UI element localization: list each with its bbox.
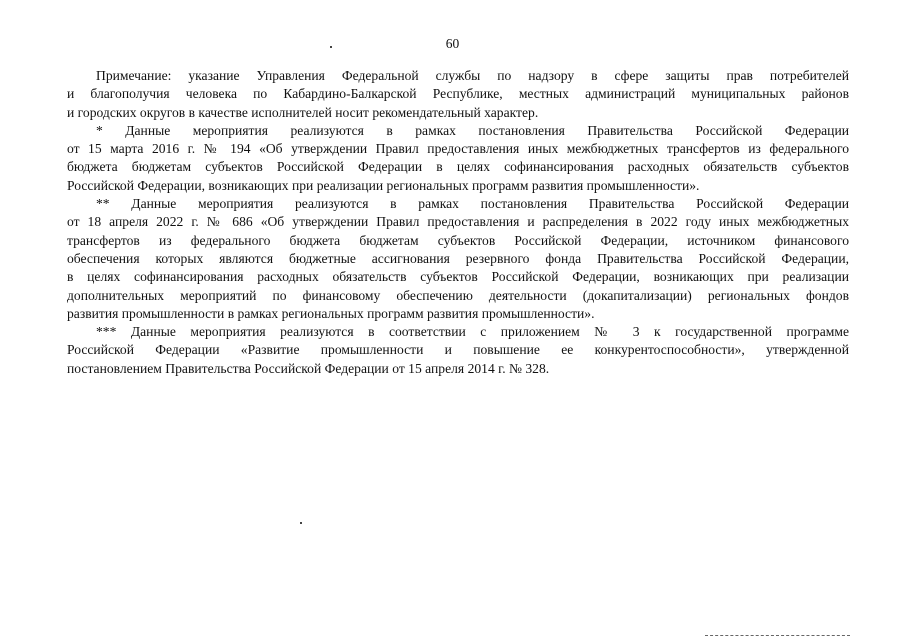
scan-speck [330,46,332,48]
text-line: и городских округов в качестве исполнителей носит рекомендательный характер. [67,104,539,120]
text-line: трансфертов из федерального бюджета бюджетам субъектов Российской Федерации, источником финансового [67,232,849,248]
text-line: в целях софинансирования расходных обязательств субъектов Российской Федерации, возникающих при реализации [67,269,849,285]
document-body [67,67,849,378]
text-line: Российской Федерации «Развитие промышленности и повышение ее конкурентоспособности», утвержденной [67,342,849,358]
scan-artifact-line [705,635,850,636]
text-line: обеспечения которых являются бюджетные ассигнования резервного фонда Правительства Российской Федерации, [67,250,849,266]
text-line: развития промышленности в рамках региональных программ развития промышленности». [67,305,595,321]
text-line: * Данные мероприятия реализуются в рамках постановления Правительства Российской Федерации [96,122,849,138]
text-line: бюджета бюджетам субъектов Российской Федерации в целях софинансирования расходных обязательств субъектов [67,159,849,175]
text-line: постановлением Правительства Российской Федерации от 15 апреля 2014 г. № 328. [67,360,550,376]
text-line: и благополучия человека по Кабардино-Балкарской Республике, местных администраций муниципальных районов [67,86,849,102]
paragraph [67,323,849,378]
paragraph [67,67,849,122]
text-line: от 15 марта 2016 г. № 194 «Об утверждении Правил предоставления иных межбюджетных трансфертов из федерального [67,141,849,157]
page-number: 60 [445,36,460,51]
paragraph [67,122,849,195]
text-line: ** Данные мероприятия реализуются в рамках постановления Правительства Российской Федерации [96,196,849,212]
text-line: дополнительных мероприятий по финансовому обеспечению деятельности (докапитализации) региональных фондов [67,287,849,303]
text-line: от 18 апреля 2022 г. № 686 «Об утверждении Правил предоставления и распределения в 2022 году иных межбюджетных [67,214,849,230]
text-line: Примечание: указание Управления Федеральной службы по надзору в сфере защиты прав потребителей [96,68,849,83]
text-line: Российской Федерации, возникающих при реализации региональных программ развития промышленности». [67,177,700,193]
paragraph [67,195,849,323]
text-line: *** Данные мероприятия реализуются в соответствии с приложением № 3 к государственной программе [96,324,849,340]
scan-speck [300,522,302,524]
